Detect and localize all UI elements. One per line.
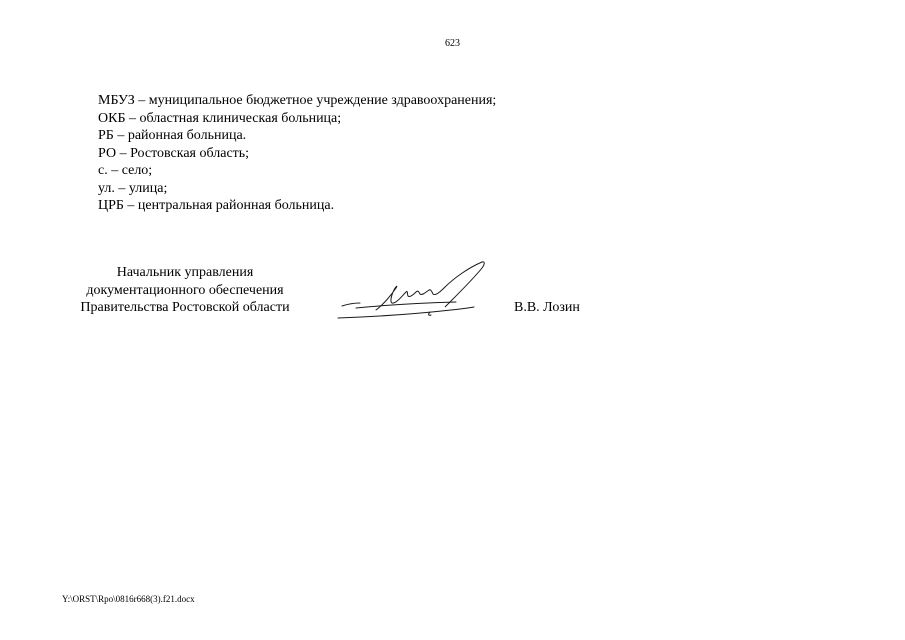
abbreviation-item: с. – село;: [98, 163, 153, 178]
abbreviations-list: [98, 92, 496, 215]
signatory-title-line: Правительства Ростовской области: [80, 300, 290, 315]
abbreviation-item: РБ – районная больница.: [98, 128, 247, 143]
document-file-path: Y:\ORST\Rpo\0816r668(3).f21.docx: [62, 594, 195, 604]
handwritten-signature-icon: [336, 258, 496, 326]
signatory-title: [40, 264, 330, 317]
abbreviation-item: ул. – улица;: [98, 180, 168, 196]
abbreviation-item: ОКБ – областная клиническая больница;: [98, 110, 342, 126]
signatory-title-line: Начальник управления: [116, 265, 254, 280]
signatory-name: В.В. Лозин: [514, 300, 580, 315]
abbreviation-item: МБУЗ – муниципальное бюджетное учреждение здравоохранения;: [98, 93, 497, 108]
abbreviation-item: РО – Ростовская область;: [98, 145, 250, 161]
page-number: 623: [445, 38, 460, 49]
signatory-title-line: документационного обеспечения: [86, 282, 284, 298]
abbreviation-item: ЦРБ – центральная районная больница.: [98, 198, 335, 213]
